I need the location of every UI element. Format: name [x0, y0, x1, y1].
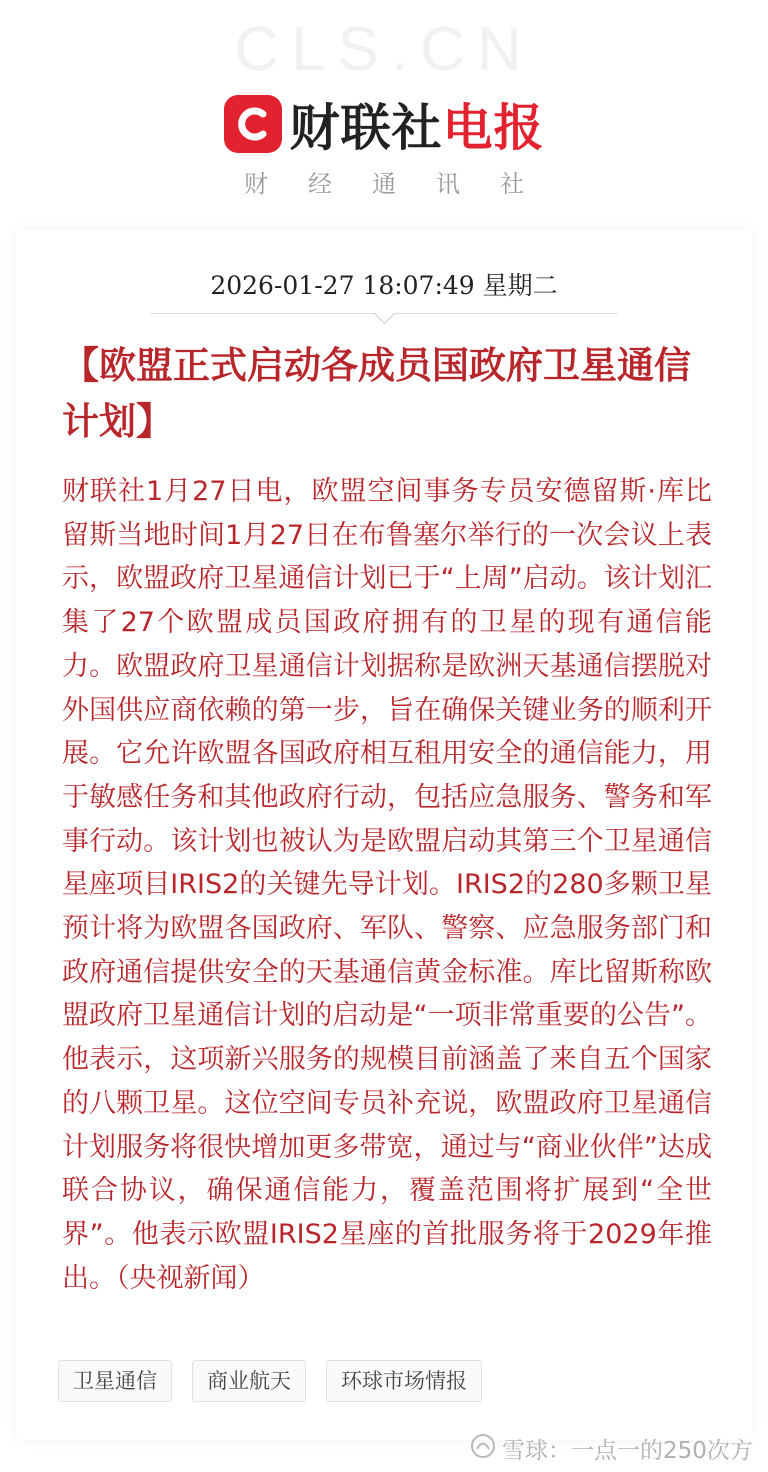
footer-platform: 雪球 — [502, 1438, 548, 1464]
article-headline: 【欧盟正式启动各成员国政府卫星通信计划】 — [62, 344, 691, 443]
footer-separator: ： — [548, 1438, 571, 1464]
footer-watermark — [470, 1432, 753, 1465]
brand-name-black: 财联社 — [289, 99, 443, 157]
tag-list — [58, 1360, 482, 1402]
header-watermark: CLS.CN — [234, 15, 534, 84]
article-body: 财联社1月27日电，欧盟空间事务专员安德留斯·库比留斯当地时间1月27日在布鲁塞尔举行的一次会议上表示，欧盟政府卫星通信计划已于“上周”启动。该计划汇集了27个欧盟成员国政府拥有的卫星的现有通信能力。欧盟政府卫星通信计划据称是欧洲天基通信摆脱对外国供应商依赖的第一步，旨在确保关键业务的顺利开展。它允许欧盟各国政府相互租用安全的通信能力，用于敏感任务和其他政府行动，包括应急服务、警务和军事行动。该计划也被认为是欧盟启动其第三个卫星通信星座项目IRIS2的关键先导计划。IRIS2的280多颗卫星预计将为欧盟各国政府、军队、警察、应急服务部门和政府通信提供安全的天基通信黄金标准。库比留斯称欧盟政府卫星通信计划的启动是“一项非常重要的公告”。他表示，这项新兴服务的规模目前涵盖了来自五个国家的八颗卫星。这位空间专员补充说，欧盟政府卫星通信计划服务将很快增加更多带宽，通过与“商业伙伴”达成联合协议，确保通信能力，覆盖范围将扩展到“全世界”。他表示欧盟IRIS2星座的首批服务将于2029年推出。（央视新闻） — [62, 476, 712, 1294]
tag-satellite-communication[interactable]: 卫星通信 — [58, 1360, 172, 1402]
brand-subtitle: 财经通讯社 — [244, 170, 564, 198]
footer-author: 一点一的250次方 — [571, 1438, 753, 1464]
cls-c-logo-icon — [224, 95, 282, 153]
brand-header — [0, 88, 768, 160]
tag-commercial-aerospace[interactable]: 商业航天 — [192, 1360, 306, 1402]
xueqiu-logo-icon — [470, 1433, 496, 1465]
article-datetime: 2026-01-27 18:07:49 星期二 — [210, 271, 558, 300]
tag-global-market-intel[interactable]: 环球市场情报 — [326, 1360, 482, 1402]
brand-name-red: 电报 — [442, 99, 545, 157]
brand-name — [290, 88, 545, 160]
